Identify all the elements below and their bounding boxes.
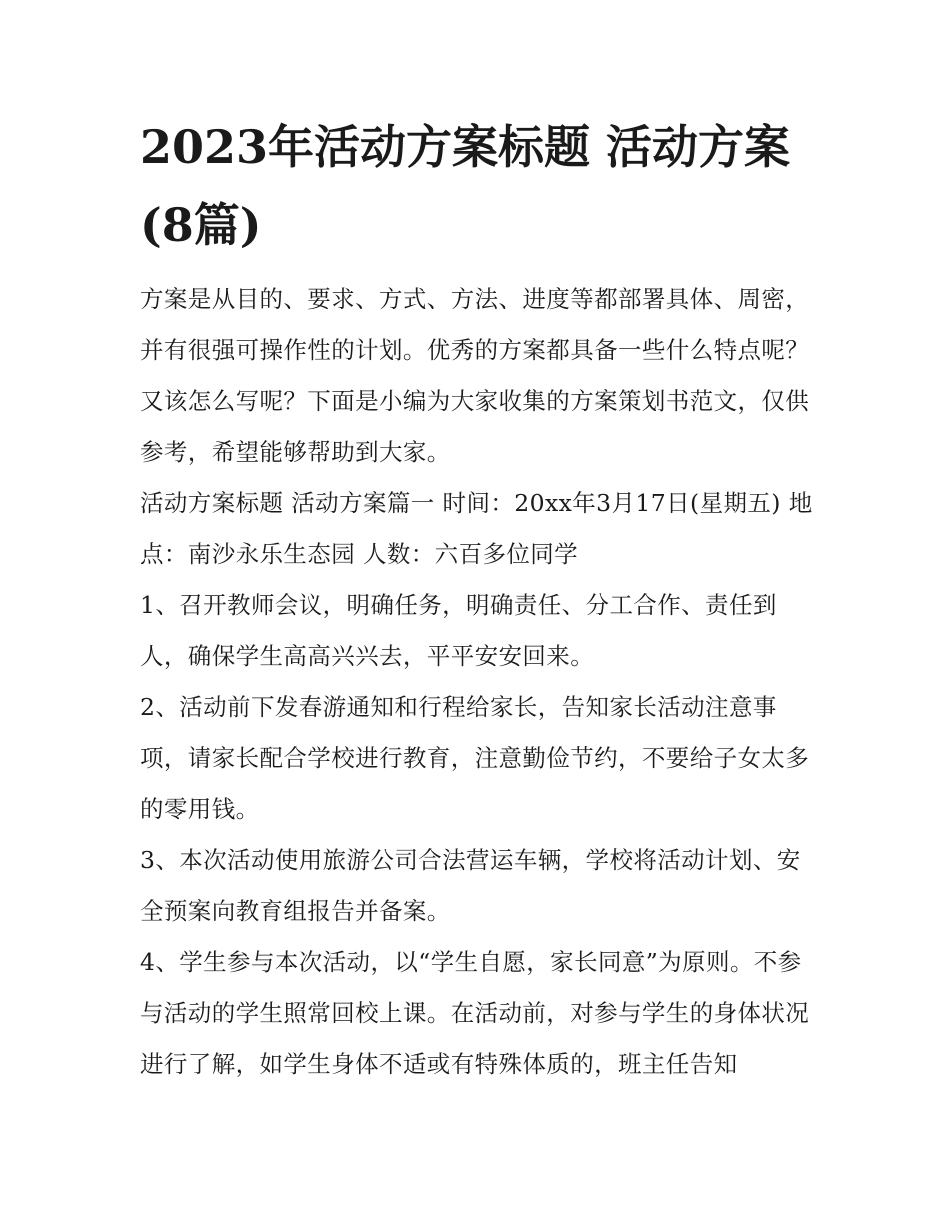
- paragraph-item-3: 3、本次活动使用旅游公司合法营运车辆，学校将活动计划、安全预案向教育组报告并备案。: [140, 846, 801, 925]
- document-body: [140, 274, 820, 1090]
- paragraph-item-1: 1、召开教师会议，明确任务，明确责任、分工合作、责任到人，确保学生高高兴兴去，平平安安回来。: [140, 591, 777, 670]
- paragraph-intro: 方案是从目的、要求、方式、方法、进度等都部署具体、周密，并有很强可操作性的计划。优秀的方案都具备一些什么特点呢？又该怎么写呢？下面是小编为大家收集的方案策划书范文，仅供参考，希望能够帮助到大家。: [140, 285, 810, 466]
- paragraph-item-4: 4、学生参与本次活动，以“学生自愿，家长同意”为原则。不参与活动的学生照常回校上课。在活动前，对参与学生的身体状况进行了解，如学生身体不适或有特殊体质的，班主任告知: [140, 948, 810, 1078]
- paragraph-item-2: 2、活动前下发春游通知和行程给家长，告知家长活动注意事项，请家长配合学校进行教育，注意勤俭节约，不要给子女太多的零用钱。: [140, 693, 810, 823]
- document-title: 2023年活动方案标题 活动方案(8篇): [140, 120, 791, 252]
- document-page: [140, 108, 820, 1090]
- paragraph-activity-info: 活动方案标题 活动方案篇一 时间：20xx年3月17日(星期五) 地点：南沙永乐生态园 人数：六百多位同学: [140, 489, 813, 568]
